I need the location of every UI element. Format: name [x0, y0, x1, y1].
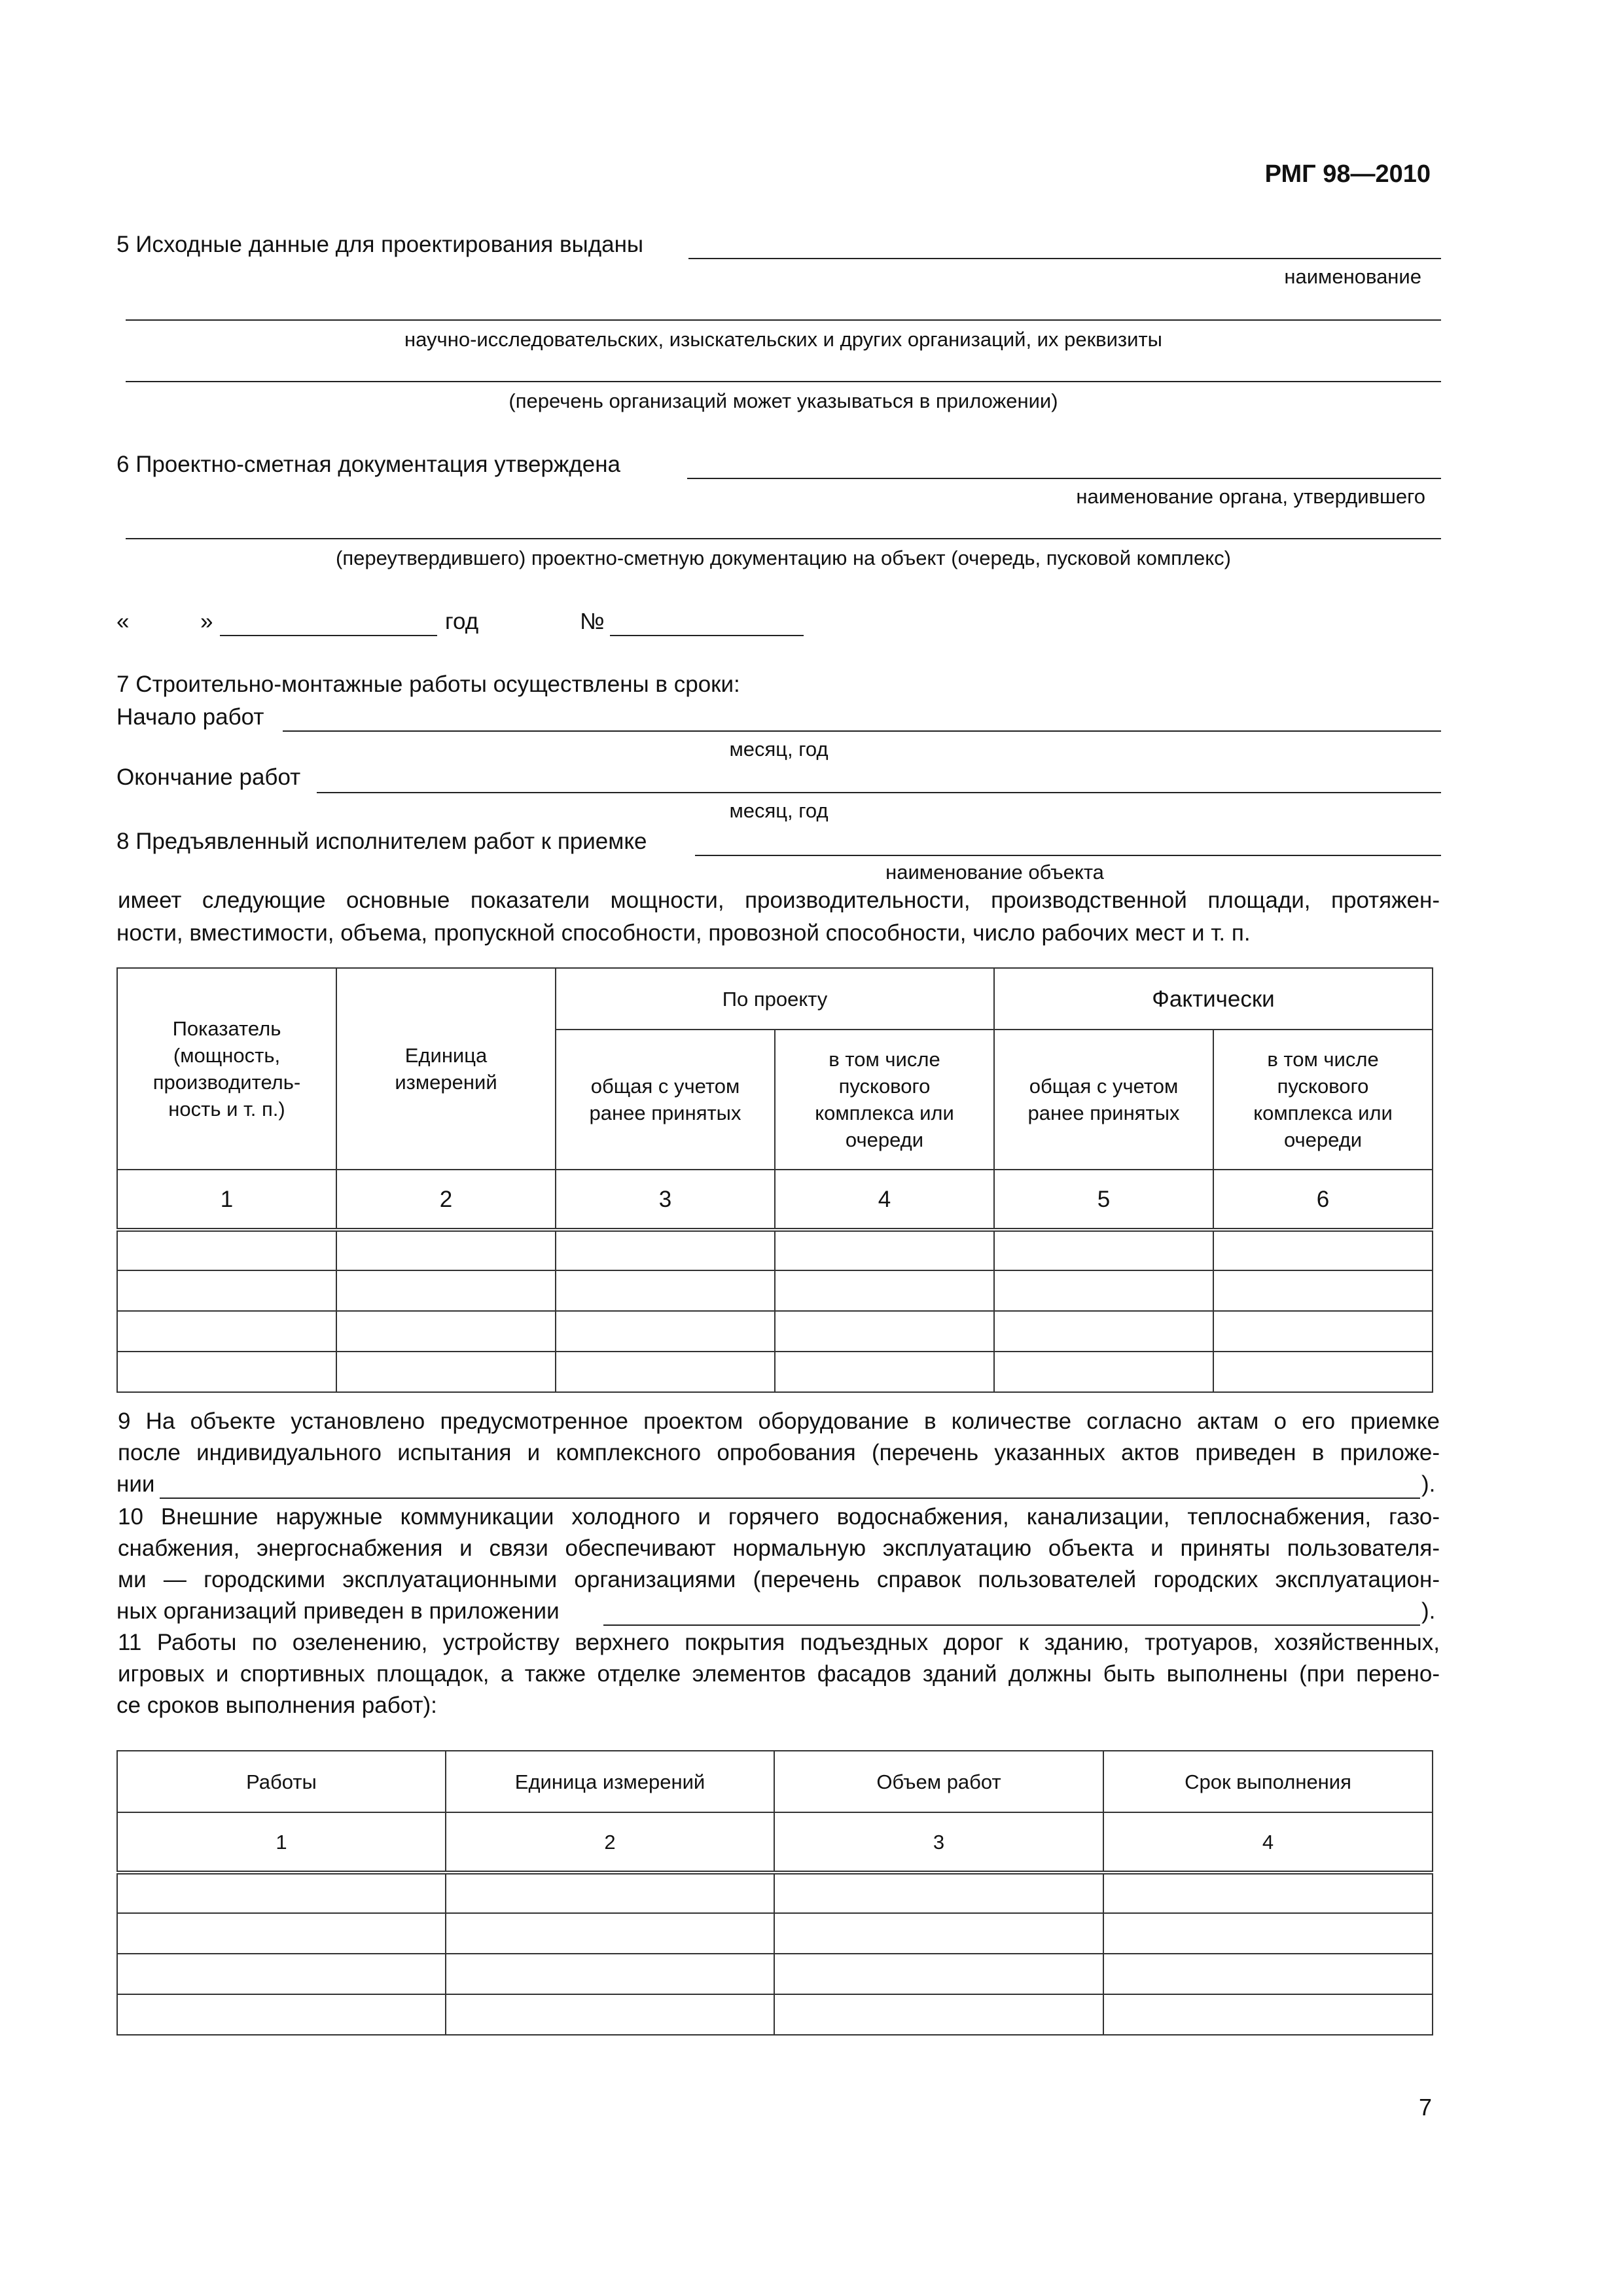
- item10-line3: ми — городскими эксплуатационными организациями (перечень справок пользователей городских эксплуатацион-: [118, 1567, 1440, 1592]
- table-cell[interactable]: [775, 1311, 994, 1352]
- column-number: 2: [336, 1170, 556, 1230]
- table-row: [117, 1270, 1433, 1311]
- table-cell[interactable]: [117, 1913, 446, 1954]
- table-row: [117, 1913, 1433, 1954]
- item10-line2: снабжения, энергоснабжения и связи обеспечивают нормальную эксплуатацию объекта и приняты пользователя-: [118, 1535, 1440, 1561]
- table-row: [117, 1994, 1433, 2035]
- item11-line1: 11 Работы по озеленению, устройству верхнего покрытия подъездных дорог к зданию, тротуаров, хозяйственных,: [118, 1630, 1440, 1655]
- sub-actual-partial-header: в том числе пускового комплекса или очереди: [1213, 1030, 1433, 1170]
- table-cell[interactable]: [1103, 1873, 1433, 1913]
- item5-label: 5 Исходные данные для проектирования выданы: [116, 232, 644, 257]
- column-number: 3: [774, 1812, 1103, 1873]
- column-number: 3: [556, 1170, 775, 1230]
- item6-input-line-2[interactable]: [126, 538, 1441, 539]
- item5-input-line[interactable]: [688, 258, 1441, 259]
- item5-input-line-2[interactable]: [126, 319, 1441, 321]
- item11-line3: се сроков выполнения работ):: [116, 1693, 437, 1718]
- item9-line2: после индивидуального испытания и комплексного опробования (перечень указанных актов приведен в приложе-: [118, 1440, 1440, 1465]
- date-year-label: год: [445, 609, 479, 634]
- table-cell[interactable]: [556, 1230, 775, 1270]
- table-cell[interactable]: [446, 1954, 774, 1994]
- table-cell[interactable]: [336, 1270, 556, 1311]
- date-open-quote: «: [116, 609, 130, 634]
- item5-hint-appendix: (перечень организаций может указываться в приложении): [508, 389, 1058, 412]
- sub-project-partial-header: в том числе пускового комплекса или очереди: [775, 1030, 994, 1170]
- column-number: 1: [117, 1812, 446, 1873]
- item5-hint-name: наименование: [1284, 265, 1421, 288]
- item9-acts-field[interactable]: [160, 1498, 1420, 1499]
- date-month-field[interactable]: [220, 635, 437, 636]
- sub-actual-total-header: общая с учетом ранее принятых: [994, 1030, 1213, 1170]
- indicators-table: [116, 967, 1433, 1393]
- table-cell[interactable]: [117, 1352, 336, 1392]
- landscaping-works-table: [116, 1750, 1433, 2036]
- table-cell[interactable]: [556, 1311, 775, 1352]
- number-field[interactable]: [610, 635, 804, 636]
- group-actual-header: Фактически: [994, 968, 1433, 1030]
- table-row: [117, 1352, 1433, 1392]
- table-row: [117, 1311, 1433, 1352]
- sub-project-total-header: общая с учетом ранее принятых: [556, 1030, 775, 1170]
- item6-label: 6 Проектно-сметная документация утверждена: [116, 452, 620, 477]
- column-number: 4: [775, 1170, 994, 1230]
- deadline-header: Срок выполнения: [1103, 1751, 1433, 1812]
- column-number: 5: [994, 1170, 1213, 1230]
- item9-line3-end: ).: [1421, 1471, 1436, 1497]
- table-cell[interactable]: [775, 1270, 994, 1311]
- end-works-hint: месяц, год: [729, 799, 829, 822]
- column-number: 2: [446, 1812, 774, 1873]
- page-number: 7: [1418, 2094, 1432, 2121]
- table-cell[interactable]: [1213, 1270, 1433, 1311]
- table-cell[interactable]: [774, 1913, 1103, 1954]
- table-cell[interactable]: [774, 1994, 1103, 2035]
- table-cell[interactable]: [117, 1270, 336, 1311]
- start-works-field[interactable]: [283, 730, 1441, 732]
- table-cell[interactable]: [994, 1352, 1213, 1392]
- unit-header: Единица измерений: [446, 1751, 774, 1812]
- item11-line2: игровых и спортивных площадок, а также отделке элементов фасадов зданий должны быть выполнены (при перено-: [118, 1661, 1440, 1687]
- document-code: РМГ 98—2010: [1264, 160, 1431, 188]
- date-day-field[interactable]: [143, 635, 196, 636]
- table-cell[interactable]: [117, 1311, 336, 1352]
- item8-text-line1: имеет следующие основные показатели мощности, производительности, производственной площади, протяжен-: [118, 888, 1440, 913]
- table-cell[interactable]: [117, 1994, 446, 2035]
- item8-hint-object: наименование объекта: [885, 861, 1104, 884]
- group-by-project-header: По проекту: [556, 968, 994, 1030]
- table-cell[interactable]: [1103, 1954, 1433, 1994]
- table-cell[interactable]: [1103, 1994, 1433, 2035]
- table-cell[interactable]: [336, 1352, 556, 1392]
- table-row: [117, 1873, 1433, 1913]
- start-works-label: Начало работ: [116, 704, 264, 730]
- item7-label: 7 Строительно-монтажные работы осуществлены в сроки:: [116, 672, 740, 697]
- number-label: №: [580, 609, 605, 634]
- item5-input-line-3[interactable]: [126, 381, 1441, 382]
- table-cell[interactable]: [117, 1230, 336, 1270]
- table-cell[interactable]: [994, 1270, 1213, 1311]
- table-cell[interactable]: [446, 1994, 774, 2035]
- column-number: 1: [117, 1170, 336, 1230]
- date-close-quote: »: [200, 609, 213, 634]
- col-unit-header: Единица измерений: [336, 968, 556, 1170]
- table-cell[interactable]: [446, 1873, 774, 1913]
- table-cell[interactable]: [775, 1352, 994, 1392]
- table-cell[interactable]: [446, 1913, 774, 1954]
- works-header: Работы: [117, 1751, 446, 1812]
- end-works-field[interactable]: [317, 792, 1441, 793]
- start-works-hint: месяц, год: [729, 738, 829, 761]
- table-cell[interactable]: [1213, 1311, 1433, 1352]
- item10-line1: 10 Внешние наружные коммуникации холодного и горячего водоснабжения, канализации, теплоснабжения, газо-: [118, 1504, 1440, 1530]
- table-cell[interactable]: [1213, 1352, 1433, 1392]
- table-cell[interactable]: [994, 1311, 1213, 1352]
- table-cell[interactable]: [774, 1954, 1103, 1994]
- table-row: [117, 1954, 1433, 1994]
- table-cell[interactable]: [994, 1230, 1213, 1270]
- table-cell[interactable]: [1103, 1913, 1433, 1954]
- table-cell[interactable]: [774, 1873, 1103, 1913]
- table-cell[interactable]: [556, 1270, 775, 1311]
- table-cell[interactable]: [336, 1311, 556, 1352]
- table-cell[interactable]: [1213, 1230, 1433, 1270]
- item6-hint-approval: (переутвердившего) проектно-сметную документацию на объект (очередь, пусковой комплекс): [336, 547, 1231, 569]
- item8-input-line[interactable]: [695, 855, 1441, 856]
- item8-text-line2: ности, вместимости, объема, пропускной способности, провозной способности, число рабочих мест и т. п.: [116, 920, 1251, 946]
- table-cell[interactable]: [336, 1230, 556, 1270]
- item10-appendix-field[interactable]: [603, 1624, 1420, 1626]
- item9-line3-start: нии: [116, 1471, 155, 1497]
- item6-input-line[interactable]: [687, 478, 1441, 479]
- item8-label: 8 Предъявленный исполнителем работ к приемке: [116, 829, 647, 854]
- item5-hint-orgs: научно-исследовательских, изыскательских и других организаций, их реквизиты: [404, 328, 1162, 351]
- table-row: [117, 1230, 1433, 1270]
- column-number: 4: [1103, 1812, 1433, 1873]
- item9-line1: 9 На объекте установлено предусмотренное проектом оборудование в количестве согласно актам о его приемке: [118, 1408, 1440, 1434]
- table-cell[interactable]: [775, 1230, 994, 1270]
- table-cell[interactable]: [117, 1954, 446, 1994]
- column-number: 6: [1213, 1170, 1433, 1230]
- item6-hint-authority: наименование органа, утвердившего: [1076, 485, 1425, 508]
- item10-line4-start: ных организаций приведен в приложении: [116, 1598, 560, 1624]
- volume-header: Объем работ: [774, 1751, 1103, 1812]
- item10-line4-end: ).: [1421, 1598, 1436, 1624]
- end-works-label: Окончание работ: [116, 764, 301, 790]
- col-indicator-header: Показатель (мощность, производитель- ность и т. п.): [117, 968, 336, 1170]
- table-cell[interactable]: [556, 1352, 775, 1392]
- table-cell[interactable]: [117, 1873, 446, 1913]
